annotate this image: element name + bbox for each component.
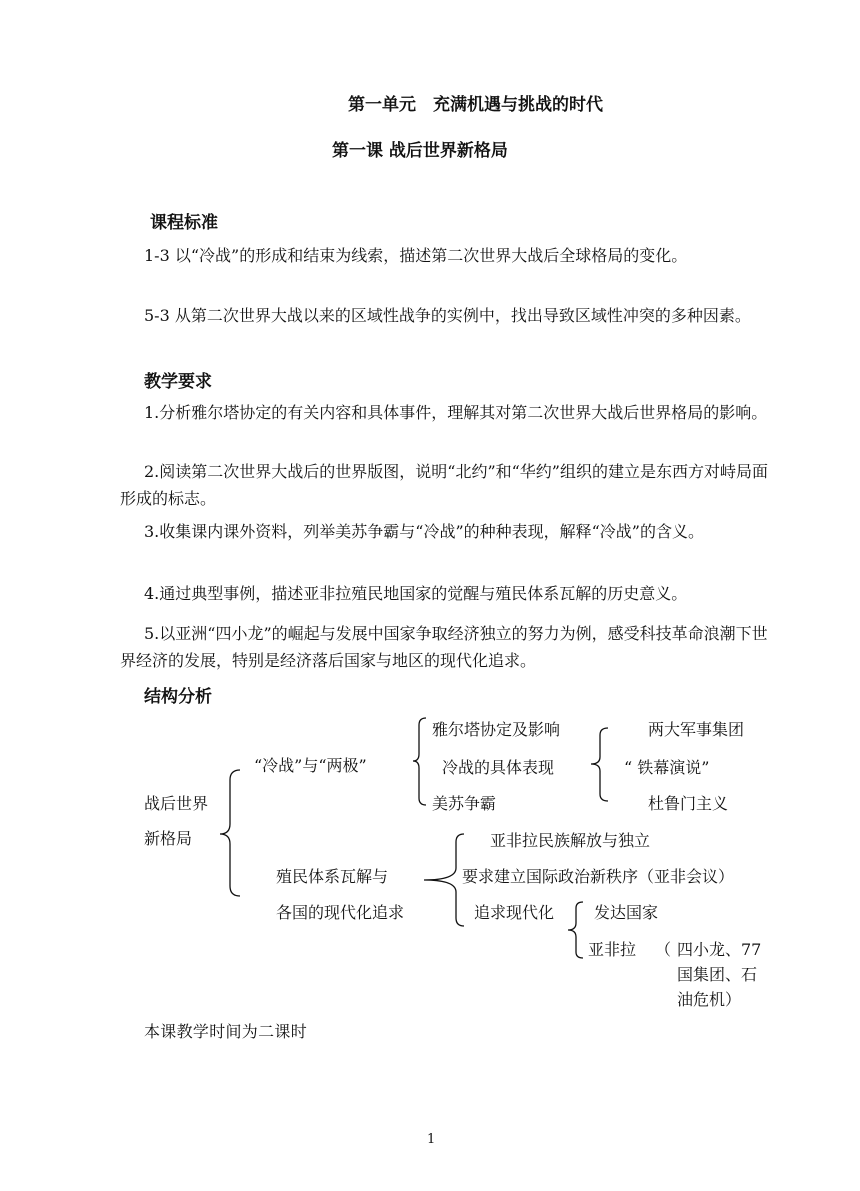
structure-heading: 结构分析	[144, 687, 212, 707]
teaching-time: 本课教学时间为二课时	[144, 1022, 308, 1041]
requirement-item: 4.通过典型事例，描述亚非拉殖民地国家的觉醒与殖民体系瓦解的历史意义。	[144, 584, 688, 603]
b2-sub-item: 亚非拉	[588, 940, 637, 959]
b2-item: 追求现代化	[474, 903, 555, 922]
requirement-item: 5.以亚洲“四小龙”的崛起与发展中国家争取经济独立的努力为例，感受科技革命浪潮下世界经济的发展，特别是经济落后国家与地区的现代化追求。	[120, 624, 768, 670]
page-number: 1	[427, 1132, 436, 1147]
modernization-brace	[565, 900, 587, 962]
course-standard-heading: 课程标准	[150, 213, 218, 233]
b1-sub-item: 两大军事集团	[648, 720, 745, 739]
root-label: 新格局	[144, 829, 193, 848]
root-label: 战后世界	[144, 794, 209, 813]
branch2-label: 殖民体系瓦解与	[276, 867, 389, 886]
lesson-title: 第一课 战后世界新格局	[332, 141, 508, 161]
b1-sub-brace	[586, 726, 612, 806]
b1-item: 雅尔塔协定及影响	[432, 720, 561, 739]
b2-item: 亚非拉民族解放与独立	[490, 831, 651, 850]
requirement-item: 2.阅读第二次世界大战后的世界版图，说明“北约”和“华约”组织的建立是东西方对峙局面形成的标志。	[120, 462, 768, 508]
root-brace	[214, 768, 244, 898]
b1-item: 冷战的具体表现	[442, 758, 555, 777]
branch1-brace	[410, 716, 430, 808]
b1-sub-item: “ 铁幕演说”	[624, 758, 710, 777]
b2-detail-line: 国集团、石	[677, 965, 758, 984]
course-standard-item: 1-3 以“冷战”的形成和结束为线索，描述第二次世界大战后全球格局的变化。	[144, 246, 688, 265]
requirement-item: 3.收集课内课外资料，列举美苏争霸与“冷战”的种种表现，解释“冷战”的含义。	[144, 522, 704, 541]
requirement-item: 1.分析雅尔塔协定的有关内容和具体事件，理解其对第二次世界大战后世界格局的影响。	[144, 403, 768, 422]
b2-detail-line: 四小龙、77	[677, 940, 762, 959]
unit-title: 第一单元 充满机遇与挑战的时代	[348, 95, 603, 115]
b2-item: 要求建立国际政治新秩序（亚非会议）	[462, 867, 735, 886]
branch1-label: “冷战”与“两极”	[254, 756, 367, 775]
branch2-label: 各国的现代化追求	[276, 903, 405, 922]
b2-detail-line: 油危机）	[677, 990, 742, 1009]
b2-sub-item: 发达国家	[594, 903, 659, 922]
b2-sub-paren: （	[655, 940, 672, 959]
course-standard-item: 5-3 从第二次世界大战以来的区域性战争的实例中，找出导致区域性冲突的多种因素。	[144, 306, 751, 325]
b1-sub-item: 杜鲁门主义	[648, 794, 729, 813]
b1-item: 美苏争霸	[432, 794, 497, 813]
teaching-requirements-heading: 教学要求	[144, 372, 212, 392]
